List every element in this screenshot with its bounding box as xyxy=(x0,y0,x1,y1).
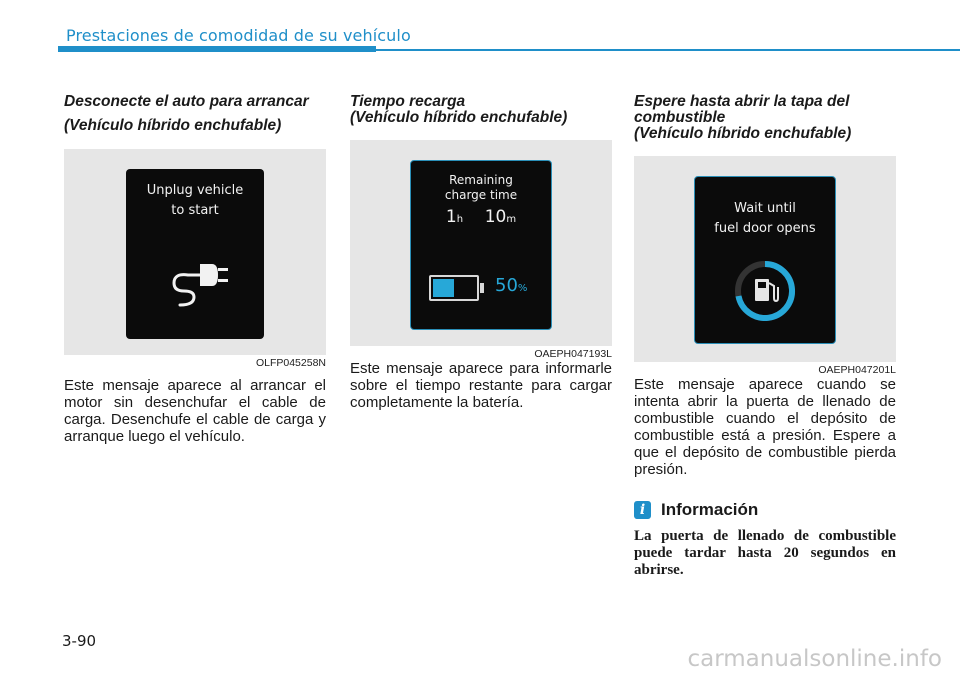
figure-charge-time xyxy=(350,140,612,360)
plug-icon xyxy=(126,169,264,339)
minutes-value: 10 xyxy=(484,207,507,227)
subheading-fuel-door: (Vehículo híbrido enchufable) xyxy=(634,125,852,142)
hours-value: 1 xyxy=(445,207,457,227)
screen-text-line1: Wait until xyxy=(734,201,796,216)
heading-charge-time: Tiempo recarga xyxy=(350,93,466,110)
page-number: 3-90 xyxy=(62,632,97,650)
screen-text-line1: Unplug vehicle xyxy=(146,183,244,198)
screen-text-line2: charge time xyxy=(444,188,518,202)
info-icon: i xyxy=(634,501,651,519)
battery-icon xyxy=(429,275,479,301)
column-fuel-door xyxy=(634,94,896,579)
screen-text-line1: Remaining xyxy=(449,173,513,187)
header-rule-thin xyxy=(376,49,960,51)
display-screen-charge xyxy=(410,160,552,330)
screen-text-line2: to start xyxy=(171,203,219,218)
section-header-title: Prestaciones de comodidad de su vehículo xyxy=(66,26,411,45)
subheading-unplug: (Vehículo híbrido enchufable) xyxy=(64,117,282,134)
display-screen-fuel xyxy=(694,176,836,344)
image-code: OAEPH047201L xyxy=(818,364,896,376)
subheading-charge-time: (Vehículo híbrido enchufable) xyxy=(350,109,568,126)
info-text: La puerta de llenado de combustible puede tardar hasta 20 segundos en abrirse. xyxy=(634,528,896,578)
percent-readout xyxy=(495,275,527,296)
column-charge-time xyxy=(350,94,612,411)
battery-terminal xyxy=(480,283,484,293)
percent-value: 50 xyxy=(495,275,518,296)
hours-unit: h xyxy=(456,214,464,225)
info-title: Información xyxy=(661,500,759,519)
screen-text-line2: fuel door opens xyxy=(714,221,816,236)
header-rule-thick xyxy=(58,46,376,52)
body-text-fuel-door: Este mensaje aparece cuando se intenta abrir la puerta de llenado de combustible cuando el depósito de combustible está a presión. Espere a que el depósito de combustible pierda presión. xyxy=(634,376,896,478)
percent-unit: % xyxy=(517,283,528,294)
column-unplug xyxy=(64,94,326,445)
image-code: OAEPH047193L xyxy=(534,348,612,360)
body-text-charge-time: Este mensaje aparece para informarle sobre el tiempo restante para cargar completamente la batería. xyxy=(350,360,612,411)
info-box-header xyxy=(634,500,896,520)
watermark: carmanualsonline.info xyxy=(687,646,942,672)
minutes-unit: m xyxy=(506,214,517,225)
battery-fill xyxy=(433,279,454,297)
body-text-unplug: Este mensaje aparece al arrancar el motor sin desenchufar el cable de carga. Desenchufe el cable de carga y arranque luego el vehículo. xyxy=(64,377,326,445)
heading-unplug: Desconecte el auto para arrancar xyxy=(64,93,309,110)
time-readout xyxy=(411,207,551,227)
image-code: OLFP045258N xyxy=(255,357,326,369)
display-screen-unplug xyxy=(126,169,264,339)
figure-unplug xyxy=(64,149,326,369)
fuel-pump-icon xyxy=(695,177,835,343)
figure-fuel-door xyxy=(634,156,896,376)
heading-fuel-door: Espere hasta abrir la tapa del combustible xyxy=(634,93,850,126)
